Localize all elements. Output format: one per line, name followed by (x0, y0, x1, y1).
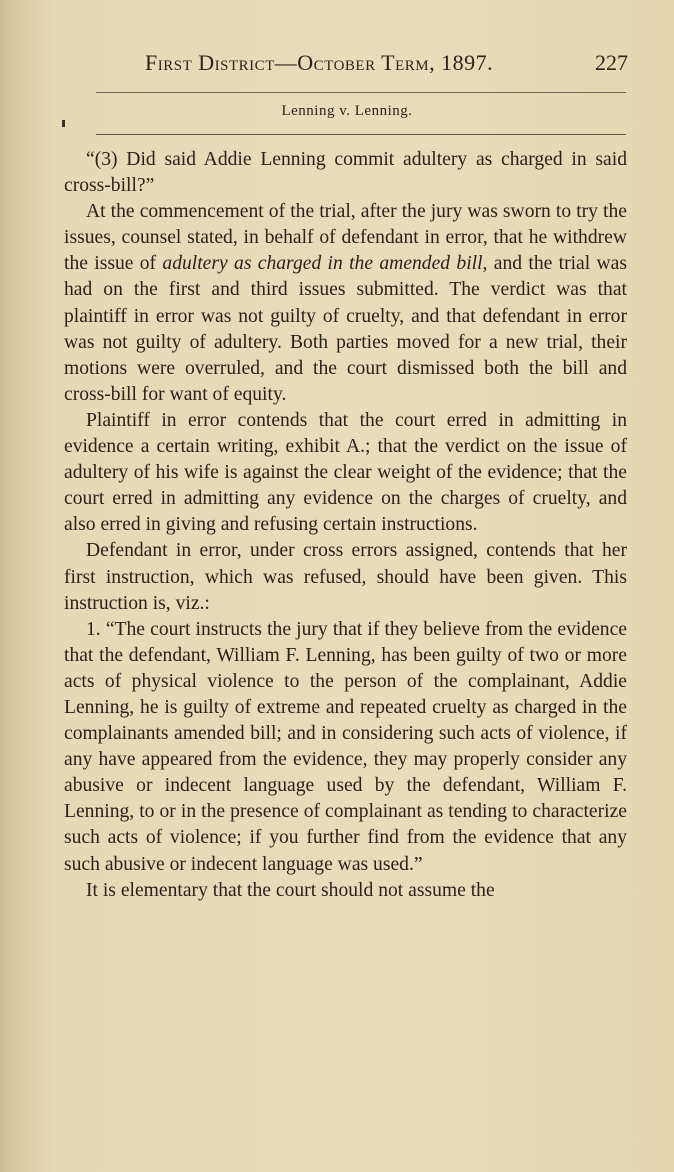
page-number: 227 (595, 50, 628, 75)
paragraph (64, 617, 627, 878)
margin-mark (62, 120, 65, 127)
paragraph-text: It is elementary that the court should not assume the (86, 879, 495, 901)
body-text (64, 147, 627, 904)
running-header (100, 50, 632, 80)
paragraph (64, 538, 627, 616)
paragraph-text: “(3) Did said Addie Lenning commit adultery as charged in said cross-bill?” (64, 149, 627, 197)
paragraph-text: Plaintiff in error contends that the court erred in admitting in evidence a certain writing, exhibit A.; that the verdict on the issue of adultery of his wife is against the clear weight of the evidence; that the court erred in admitting any evidence on the charges of cruelty, and also erred in giving and refusing certain instructions. (64, 409, 627, 536)
italic-text: adultery as charged in the amended bill, (162, 253, 488, 275)
paragraph (64, 199, 627, 408)
paragraph-text: At the commencement of the trial, after the jury was sworn to try the issues, counsel stated, in behalf of defendant in error, that he withdrew the issue of (64, 201, 627, 275)
case-title: Lenning v. Lenning. (281, 103, 413, 119)
paragraph-text: Defendant in error, under cross errors assigned, contends that her first instruction, which was refused, should have been given. This instruction is, viz.: (64, 540, 627, 614)
paragraph (64, 147, 627, 199)
running-title: First District—October Term, 1897. (145, 50, 494, 75)
paragraph (64, 878, 627, 904)
paragraph-text: and the trial was had on the first and third issues submitted. The verdict was that plaintiff in error was not guilty of cruelty, and that defendant in error was not guilty of adultery. Both parties moved for a new trial, their motions were overruled, and the court dismissed both the bill and cross-bill for want of equity. (64, 253, 627, 405)
header-rule-top (96, 92, 626, 93)
header-rule-bottom (96, 134, 626, 135)
paragraph (64, 408, 627, 538)
paragraph-text: 1. “The court instructs the jury that if they believe from the evidence that the defendant, William F. Lenning, has been guilty of two or more acts of physical violence to the person of the complainant, Addie Lenning, he is guilty of extreme and repeated cruelty as charged in the complainants amended bill; and in considering such acts of violence, if any have appeared from the evidence, they may properly consider any abusive or indecent language used by the defendant, William F. Lenning, to or in the presence of complainant as tending to characterize such acts of violence; if you further find from the evidence that any such abusive or indecent language was used.” (64, 618, 627, 875)
